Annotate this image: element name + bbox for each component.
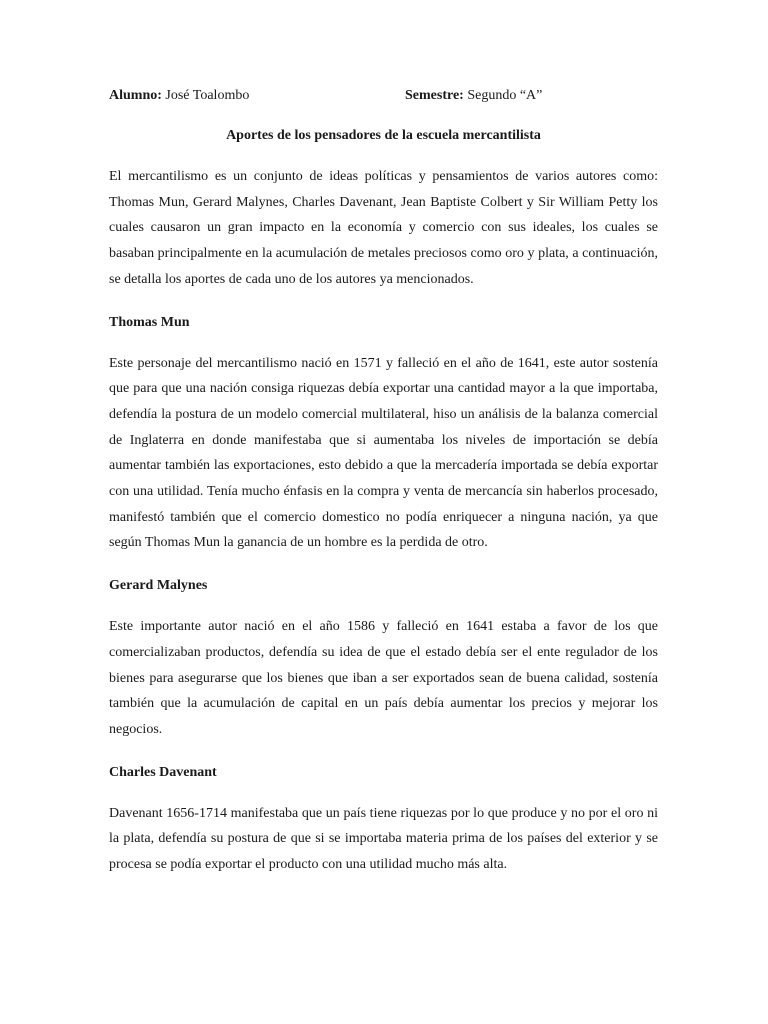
document-header — [109, 84, 658, 108]
section-heading-gerard-malynes: Gerard Malynes — [109, 578, 208, 594]
student-name: José Toalombo — [165, 88, 250, 103]
semester-value: Segundo “A” — [467, 88, 543, 103]
section-heading-charles-davenant: Charles Davenant — [109, 764, 217, 780]
section-body-thomas-mun: Este personaje del mercantilismo nació en 1571 y falleció en el año de 1641, este autor sostenía que para que una nación consiga riquezas debía exportar una cantidad mayor a la que importaba, defendía la postura de un modelo comercial multilateral, hiso un análisis de la balanza comercial de Inglaterra en donde manifestaba que si aumentaba los niveles de importación se debía aumentar también las exportaciones, esto debido a que la mercadería importada se debía exportar con una utilidad. Tenía mucho énfasis en la compra y venta de mercancía sin haberlos procesado, manifestó también que el comercio domestico no podía enriquecer a ninguna nación, ya que según Thomas Mun la ganancia de un hombre es la perdida de otro. — [109, 355, 658, 551]
student-field — [109, 84, 249, 108]
section-heading-thomas-mun: Thomas Mun — [109, 314, 190, 330]
document-title: Aportes de los pensadores de la escuela mercantilista — [226, 128, 541, 143]
section-body-charles-davenant: Davenant 1656-1714 manifestaba que un país tiene riquezas por lo que produce y no por el oro ni la plata, defendía su postura de que si se importaba materia prima de los países del exterior y se procesa se podía exportar el producto con una utilidad mucho más alta. — [109, 805, 658, 873]
document-page — [109, 84, 658, 878]
student-label: Alumno: — [109, 88, 162, 103]
semester-field — [405, 84, 542, 108]
intro-paragraph: El mercantilismo es un conjunto de ideas políticas y pensamientos de varios autores como: Thomas Mun, Gerard Malynes, Charles Davenant, Jean Baptiste Colbert y Sir William Petty los cuales causaron un gran impacto en la economía y comercio con sus ideales, los cuales se basaban principalmente en la acumulación de metales preciosos como oro y plata, a continuación, se detalla los aportes de cada uno de los autores ya mencionados. — [109, 169, 658, 287]
semester-label: Semestre: — [405, 88, 464, 103]
section-body-gerard-malynes: Este importante autor nació en el año 1586 y falleció en 1641 estaba a favor de los que comercializaban productos, defendía su idea de que el estado debía ser el ente regulador de los bienes para asegurarse que los bienes que iban a ser exportados sean de buena calidad, sostenía también que la acumulación de capital en un país debía aumentar los precios y mejorar los negocios. — [109, 619, 658, 737]
